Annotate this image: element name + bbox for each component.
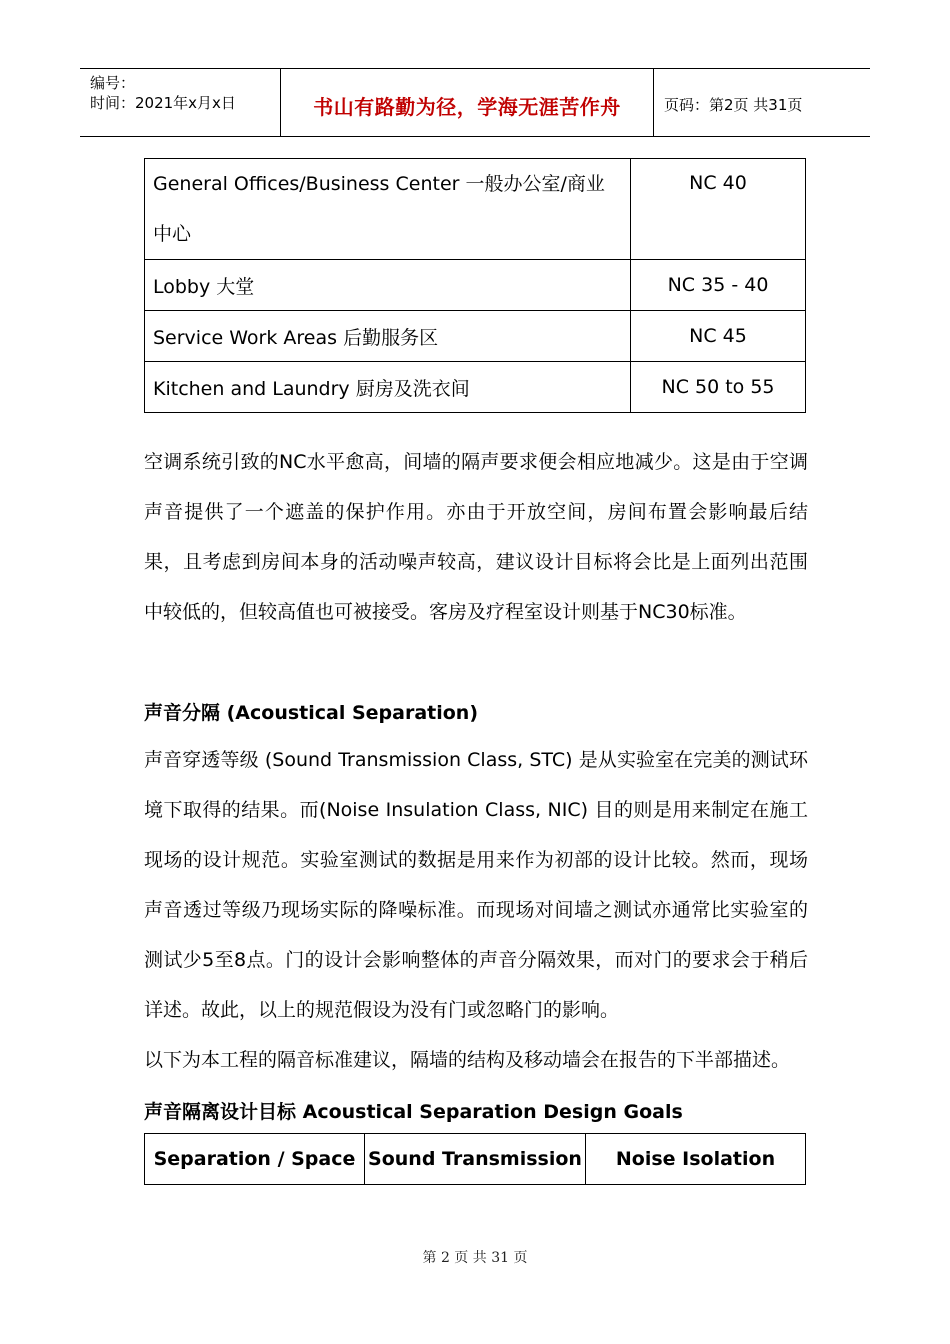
- header-motto-cell: [281, 69, 654, 136]
- space-cell: Kitchen and Laundry 厨房及洗衣间: [145, 362, 631, 413]
- page-header: [80, 68, 870, 137]
- paragraph-standards-intro: 以下为本工程的隔音标准建议，隔墙的结构及移动墙会在报告的下半部描述。: [144, 1049, 791, 1071]
- separation-goals-table: [144, 1133, 806, 1185]
- header-motto: 书山有路勤为径，学海无涯苦作舟: [313, 95, 621, 119]
- table-row: [145, 311, 806, 362]
- nc-cell: NC 50 to 55: [631, 362, 806, 413]
- space-cell: Service Work Areas 后勤服务区: [145, 311, 631, 362]
- column-header-noise-isolation: Noise Isolation: [586, 1134, 806, 1185]
- column-header-separation: Separation / Space: [145, 1134, 365, 1185]
- header-page-info: 页码：第2页 共31页: [664, 96, 803, 114]
- section-heading-acoustical-separation: 声音分隔 (Acoustical Separation): [144, 702, 479, 724]
- nc-cell: NC 45: [631, 311, 806, 362]
- paragraph-stc-nic: 声音穿透等级 (Sound Transmission Class, STC) 是从实验室在完美的测试环境下取得的结果。而(Noise Insulation Class, NIC) 目的则是用来制定在施工现场的设计规范。实验室测试的数据是用来作为初部的设计比较。然而，现场声音透过等级乃现场实际的降噪标准。而现场对间墙之测试亦通常比实验室的测试少5至8点。门的设计会影响整体的声音分隔效果，而对门的要求会于稍后详述。故此，以上的规范假设为没有门或忽略门的影响。: [144, 749, 808, 1021]
- doc-date-label: 时间：2021年x月x日: [90, 94, 236, 112]
- column-header-sound-transmission: Sound Transmission: [365, 1134, 586, 1185]
- nc-criteria-table: [144, 158, 806, 413]
- table-row: [145, 260, 806, 311]
- paragraph-nc-explanation: 空调系统引致的NC水平愈高，间墙的隔声要求便会相应地减少。这是由于空调声音提供了一个遮盖的保护作用。亦由于开放空间，房间布置会影响最后结果，且考虑到房间本身的活动噪声较高，建议设计目标将会比是上面列出范围中较低的，但较高值也可被接受。客房及疗程室设计则基于NC30标准。: [144, 451, 808, 623]
- header-page-cell: [654, 69, 870, 136]
- page-footer: 第 2 页 共 31 页: [422, 1250, 528, 1266]
- table-row: [145, 362, 806, 413]
- space-cell: General Offices/Business Center 一般办公室/商业中心: [145, 159, 631, 260]
- table-header-row: [145, 1134, 806, 1185]
- header-meta-cell: [80, 69, 281, 136]
- space-cell: Lobby 大堂: [145, 260, 631, 311]
- nc-cell: NC 40: [631, 159, 806, 260]
- table-row: [145, 159, 806, 260]
- goals-heading: 声音隔离设计目标 Acoustical Separation Design Goals: [144, 1101, 683, 1123]
- nc-cell: NC 35 - 40: [631, 260, 806, 311]
- doc-number-label: 编号：: [90, 74, 136, 92]
